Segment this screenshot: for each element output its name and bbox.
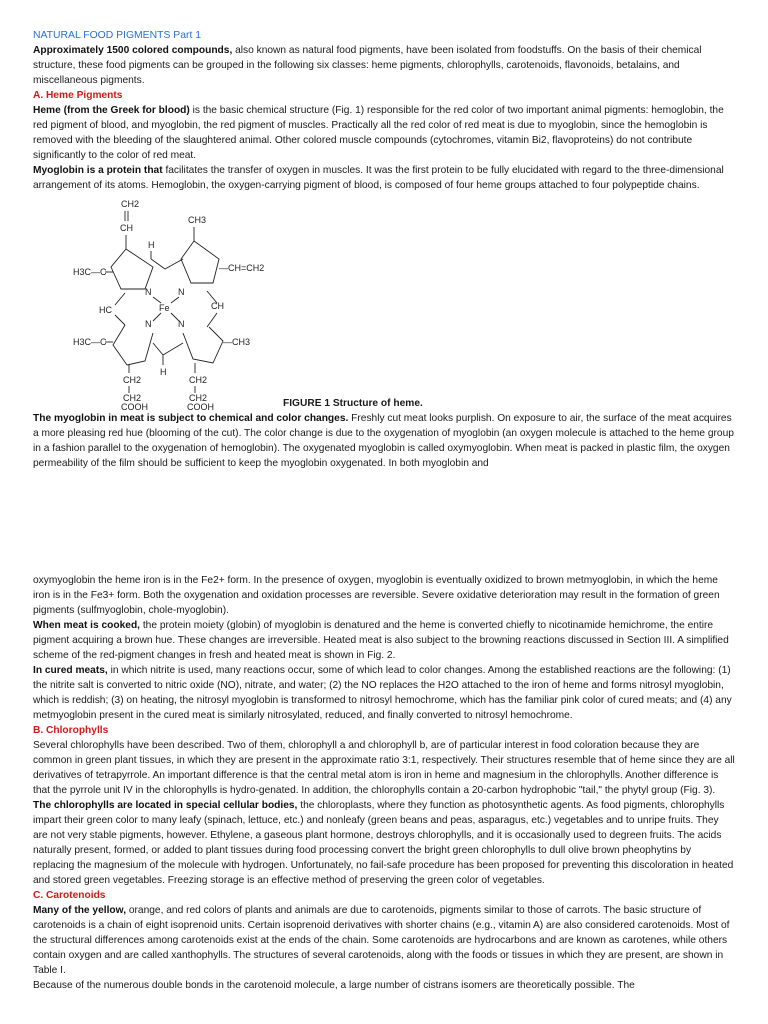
label-ch2-chain-right-1: CH2	[189, 375, 208, 385]
heme-structure-figure	[33, 193, 735, 411]
label-vinyl: —CH=CH2	[219, 263, 265, 273]
figure-caption: FIGURE 1 Structure of heme.	[283, 398, 423, 409]
section-heading-chlorophylls: B. Chlorophylls	[33, 725, 109, 736]
label-ch2-chain-right-2: CH2	[189, 393, 208, 403]
label-ch3-top: CH3	[188, 215, 207, 225]
page-top	[33, 28, 735, 471]
heme-p2-text: facilitates the transfer of oxygen in muscles. It was the first protein to be fully elucidated with regard to the three-dimensional arrangement of its atoms. Hemoglobin, the oxygen-carrying pigment of blood, is composed of four heme groups attached to four polypeptide chains.	[33, 165, 724, 191]
label-n-upper-left: N	[145, 287, 152, 297]
intro-lead: Approximately 1500 colored compounds,	[33, 45, 233, 56]
chlorophylls-p2-lead: The chlorophylls are located in special cellular bodies,	[33, 800, 298, 811]
heme-paragraph-4	[33, 618, 735, 663]
heme-p4-text: the protein moiety (globin) of myoglobin is denatured and the heme is converted chiefly to nicotinamide hemichrome, the entire pigment acquiring a brown hue. These changes are irreversible. Heated meat is also subject to the browning reactions discussed in Section III. A simplified scheme of the red-pigment changes in fresh and heated meat is shown in Fig. 2.	[33, 620, 729, 661]
label-ch-top: CH	[120, 223, 133, 233]
carotenoids-p1-text: orange, and red colors of plants and animals are due to carotenoids, pigments similar to those of carrots. The basic structure of carotenoids is a chain of eight isoprenoid units. Certain isoprenoid derivatives with shorter chains (e.g., vitamin A) are also considered carotenoids. Most of the structural differences among carotenoids exist at the ends of the chain. Some carotenoids are hydrocarbons and are known as carotenes, while others contain oxygen and are called xanthophylls. The structures of several carotenoids, along with the foods or tissues in which they are present, are shown in Table I.	[33, 905, 730, 976]
chlorophylls-paragraph-1: Several chlorophylls have been described. Two of them, chlorophyll a and chlorophyll b, are of particular interest in food coloration because they are common in green plant tissues, in which they are present in the approximate ratio 3:1, respectively. Their structures resemble that of heme since they are all derivatives of tetrapyrrole. An important difference is that the central metal atom is iron in heme and magnesium in the chlorophylls. Another difference is that the pyrrole unit IV in the chlorophylls is hydro-genated. In addition, the chlorophylls contain a 20-carbon hydrophobic "tail," the phytyl group (Fig. 3).	[33, 740, 735, 796]
label-cooh-left: COOH	[121, 402, 148, 411]
label-ch2-chain-left-1: CH2	[123, 375, 142, 385]
chlorophylls-p2-text: the chloroplasts, where they function as photosynthetic agents. As food pigments, chlorophylls impart their green color to many leafy (spinach, lettuce, etc.) and nonleafy (green beans and peas, asparagus, etc.) vegetables and to unripe fruits. They are not very stable pigments, however. Ethylene, a gaseous plant hormone, destroys chlorophylls, and it is occasionally used to degreen fruits. The acids naturally present, formed, or added to plant tissues during food processing convert the bright green chlorophylls to dull olive brown pheophytins by replacing the magnesium of the molecule with hydrogen. Unfortunately, no fail-safe procedure has been proposed for preventing this discoloration in heated and stored green vegetables. Freezing storage is an effective method of preserving the green color of vegetables.	[33, 800, 734, 886]
heme-p5-text: in which nitrite is used, many reactions occur, some of which lead to color changes. Among the established reactions are the following: (1) the nitrite salt is converted to nitric oxide (NO), nitrate, and water; (2) the NO replaces the H2O attached to the iron of heme and forms nitrosyl myoglobin, which is reddish; (3) on heating, the nitrosyl myoglobin is transformed to nitrosyl hemochrome, which has the familiar pink color of cured meats; and (4) any metmyoglobin present in the cured meat is similarly nitrosylated, reduced, and finally converted to nitrosyl hemochrome.	[33, 665, 732, 721]
label-n-lower-left: N	[145, 319, 152, 329]
heme-paragraph-5	[33, 663, 735, 723]
label-fe: Fe	[159, 303, 170, 313]
heme-p1-text: is the basic chemical structure (Fig. 1) responsible for the red color of two important animal pigments: hemoglobin, the red pigment of blood, and myoglobin, the red pigment of muscles. Practically all the red color of red meat is due to myoglobin, since the hemoglobin is removed with the bleeding of the slaughtered animal. Other colored muscle compounds (cytochromes, vitamin Bi2, flavoproteins) do not contribute significantly to the color of red meat.	[33, 105, 724, 161]
heme-p5-lead: In cured meats,	[33, 665, 108, 676]
document-title: NATURAL FOOD PIGMENTS Part 1	[33, 30, 202, 41]
heme-paragraph-1	[33, 103, 735, 163]
label-h-top: H	[148, 240, 155, 250]
label-h3c-lower: H3C—C	[73, 337, 107, 347]
carotenoids-p1-lead: Many of the yellow,	[33, 905, 127, 916]
heme-p2-lead: Myoglobin is a protein that	[33, 165, 163, 176]
heme-paragraph-3	[33, 411, 735, 471]
carotenoids-paragraph-1	[33, 903, 735, 978]
label-hc: HC	[99, 305, 112, 315]
heme-p3-lead: The myoglobin in meat is subject to chemical and color changes.	[33, 413, 349, 424]
label-n-lower-right: N	[178, 319, 185, 329]
heme-paragraph-2	[33, 163, 735, 193]
label-n-upper-right: N	[178, 287, 185, 297]
intro-paragraph	[33, 43, 735, 88]
intro-text: also known as natural food pigments, have been isolated from foodstuffs. On the basis of their chemical structure, these food pigments can be grouped in the following six classes: heme pigments, chlorophylls, carotenoids, flavonoids, betalains, and miscellaneous pigments.	[33, 45, 702, 86]
heme-p1-lead: Heme (from the Greek for blood)	[33, 105, 190, 116]
heme-p4-lead: When meat is cooked,	[33, 620, 140, 631]
section-heading-carotenoids: C. Carotenoids	[33, 890, 106, 901]
chlorophylls-paragraph-2	[33, 798, 735, 888]
heme-structure-diagram	[33, 193, 333, 411]
label-cooh-right: COOH	[187, 402, 214, 411]
label-ch2-top: CH2	[121, 199, 140, 209]
page-bottom	[33, 573, 735, 993]
label-ch3-right: —CH3	[223, 337, 251, 347]
label-h3c-upper: H3C—C	[73, 267, 107, 277]
section-heading-heme: A. Heme Pigments	[33, 90, 123, 101]
carotenoids-paragraph-2: Because of the numerous double bonds in the carotenoid molecule, a large number of cistrans isomers are theoretically possible. The	[33, 980, 635, 991]
label-h-bottom: H	[160, 367, 167, 377]
heme-p3-text: Freshly cut meat looks purplish. On exposure to air, the surface of the meat acquires a more pleasing red hue (blooming of the cut). The color change is due to the oxygenation of myoglobin (an oxygen molecule is attached to the heme group in a fashion parallel to the oxygenation of hemoglobin). The oxygenated myoglobin is called oxymyoglobin. When meat is packed in plastic film, the oxygen permeability of the film should be sufficient to keep the myoglobin oxygenated. In both myoglobin and	[33, 413, 734, 469]
heme-paragraph-3-continued: oxymyoglobin the heme iron is in the Fe2+ form. In the presence of oxygen, myoglobin is eventually oxidized to brown metmyoglobin, in which the heme iron is in the Fe3+ form. Both the oxygenation and oxidation processes are reversible. Severe oxidative deterioration may result in the formation of green pigments (sulfmyoglobin, chole-myoglobin).	[33, 575, 720, 616]
label-ch-right: CH	[211, 301, 224, 311]
label-ch2-chain-left-2: CH2	[123, 393, 142, 403]
